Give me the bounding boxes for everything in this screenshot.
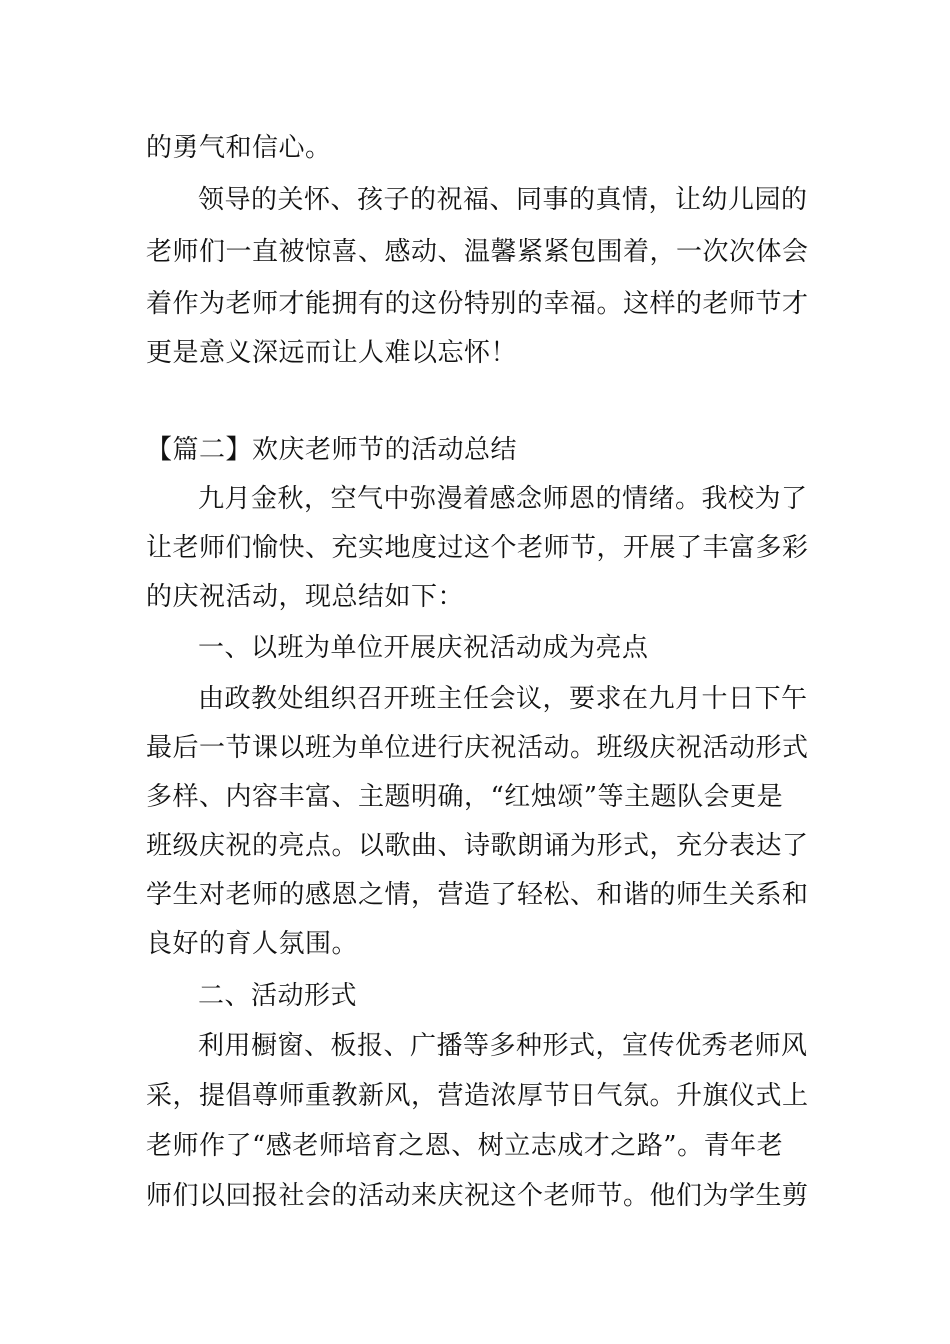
paragraph-line: 师们以回报社会的活动来庆祝这个老师节。他们为学生剪: [146, 1181, 809, 1211]
paragraph-line: 让老师们愉快、充实地度过这个老师节，开展了丰富多彩: [146, 533, 809, 563]
paragraph-line: 采，提倡尊师重教新风，营造浓厚节日气氛。升旗仪式上: [146, 1081, 809, 1111]
paragraph-line: 领导的关怀、孩子的祝福、同事的真情，让幼儿园的: [198, 185, 808, 215]
paragraph-line: 的勇气和信心。: [146, 133, 332, 163]
paragraph-line: 老师作了“感老师培育之恩、树立志成才之路”。青年老: [146, 1131, 784, 1161]
paragraph-line: 老师们一直被惊喜、感动、温馨紧紧包围着，一次次体会: [146, 237, 809, 267]
paragraph-line: 利用橱窗、板报、广播等多种形式，宣传优秀老师风: [198, 1031, 808, 1061]
paragraph-line: 的庆祝活动，现总结如下：: [146, 582, 465, 612]
paragraph-line: 更是意义深远而让人难以忘怀！: [146, 338, 518, 368]
subsection-heading: 二、活动形式: [198, 981, 358, 1011]
paragraph-line: 由政教处组织召开班主任会议，要求在九月十日下午: [198, 684, 808, 714]
paragraph-line: 九月金秋，空气中弥漫着感念师恩的情绪。我校为了: [198, 484, 808, 514]
subsection-heading: 一、以班为单位开展庆祝活动成为亮点: [198, 633, 649, 663]
paragraph-line: 多样、内容丰富、主题明确，“红烛颂”等主题队会更是: [146, 782, 784, 812]
paragraph-line: 着作为老师才能拥有的这份特别的幸福。这样的老师节才: [146, 289, 809, 319]
paragraph-line: 学生对老师的感恩之情，营造了轻松、和谐的师生关系和: [146, 880, 809, 910]
section-heading: 【篇二】欢庆老师节的活动总结: [146, 435, 518, 465]
paragraph-line: 班级庆祝的亮点。以歌曲、诗歌朗诵为形式，充分表达了: [146, 831, 809, 861]
paragraph-line: 良好的育人氛围。: [146, 929, 359, 959]
paragraph-line: 最后一节课以班为单位进行庆祝活动。班级庆祝活动形式: [146, 733, 809, 763]
